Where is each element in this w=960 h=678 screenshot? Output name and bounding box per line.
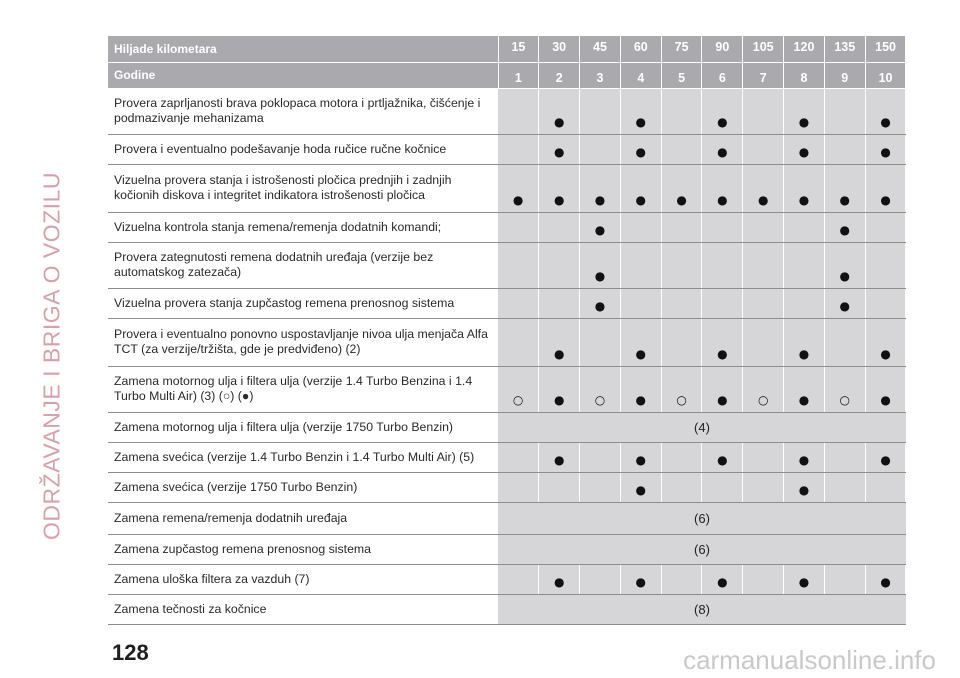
schedule-row [108, 502, 906, 534]
header-year-3: 4 [620, 62, 661, 88]
schedule-cell [824, 472, 865, 502]
schedule-cell [498, 212, 539, 242]
filled-dot-mark: ● [824, 164, 865, 212]
schedule-cell [580, 134, 621, 164]
schedule-row-label: Vizuelna provera stanja zupčastog remena prenosnog sistema [108, 288, 498, 318]
schedule-cell [580, 472, 621, 502]
schedule-cell [580, 442, 621, 472]
header-km-label: Hiljade kilometara [108, 36, 498, 62]
filled-dot-mark: ● [702, 134, 743, 164]
filled-dot-mark: ● [620, 472, 661, 502]
schedule-row-label: Vizuelna provera stanja i istrošenosti pločica prednjih i zadnjih kočionih diskova i integritet indikatora istrošenosti pločica [108, 164, 498, 212]
schedule-row-label: Provera i eventualno ponovno uspostavljanje nivoa ulja menjača Alfa TCT (za verzije/tržišta, gde je predviđeno) (2) [108, 318, 498, 366]
filled-dot-mark: ● [702, 366, 743, 412]
schedule-row [108, 564, 906, 594]
filled-dot-mark: ● [498, 164, 539, 212]
maintenance-schedule-table [108, 36, 906, 625]
schedule-cell [539, 472, 580, 502]
schedule-row [108, 366, 906, 412]
filled-dot-mark: ● [865, 164, 906, 212]
schedule-cell [702, 242, 743, 288]
header-years-label: Godine [108, 62, 498, 88]
filled-dot-mark: ● [702, 442, 743, 472]
filled-dot-mark: ● [784, 318, 825, 366]
header-km-4: 75 [661, 36, 702, 62]
schedule-cell [498, 88, 539, 134]
schedule-row-note: (8) [498, 594, 906, 624]
schedule-cell [743, 472, 784, 502]
schedule-cell [743, 288, 784, 318]
schedule-cell [865, 212, 906, 242]
schedule-cell [784, 242, 825, 288]
filled-dot-mark: ● [620, 564, 661, 594]
header-km-1: 30 [539, 36, 580, 62]
filled-dot-mark: ● [702, 164, 743, 212]
filled-dot-mark: ● [865, 134, 906, 164]
schedule-cell [661, 288, 702, 318]
empty-dot-mark: ○ [743, 366, 784, 412]
filled-dot-mark: ● [702, 564, 743, 594]
filled-dot-mark: ● [824, 288, 865, 318]
header-year-0: 1 [498, 62, 539, 88]
schedule-cell [580, 318, 621, 366]
filled-dot-mark: ● [865, 318, 906, 366]
schedule-row-label: Zamena zupčastog remena prenosnog sistema [108, 534, 498, 564]
filled-dot-mark: ● [580, 288, 621, 318]
header-km-8: 135 [824, 36, 865, 62]
schedule-cell [661, 88, 702, 134]
filled-dot-mark: ● [580, 242, 621, 288]
schedule-cell [498, 242, 539, 288]
header-year-2: 3 [580, 62, 621, 88]
schedule-row [108, 318, 906, 366]
empty-dot-mark: ○ [661, 366, 702, 412]
filled-dot-mark: ● [784, 472, 825, 502]
header-year-8: 9 [824, 62, 865, 88]
filled-dot-mark: ● [824, 242, 865, 288]
schedule-row [108, 134, 906, 164]
schedule-cell [661, 318, 702, 366]
filled-dot-mark: ● [580, 212, 621, 242]
header-km-5: 90 [702, 36, 743, 62]
filled-dot-mark: ● [865, 442, 906, 472]
header-year-4: 5 [661, 62, 702, 88]
schedule-row [108, 534, 906, 564]
schedule-cell [539, 212, 580, 242]
schedule-row-label: Zamena svećica (verzije 1.4 Turbo Benzin i 1.4 Turbo Multi Air) (5) [108, 442, 498, 472]
schedule-row-label: Provera i eventualno podešavanje hoda ručice ručne kočnice [108, 134, 498, 164]
schedule-row-note: (4) [498, 412, 906, 442]
schedule-cell [824, 88, 865, 134]
schedule-cell [865, 242, 906, 288]
filled-dot-mark: ● [580, 164, 621, 212]
header-year-6: 7 [743, 62, 784, 88]
schedule-cell [620, 212, 661, 242]
filled-dot-mark: ● [865, 88, 906, 134]
header-year-5: 6 [702, 62, 743, 88]
header-km-0: 15 [498, 36, 539, 62]
schedule-cell [743, 212, 784, 242]
filled-dot-mark: ● [702, 318, 743, 366]
filled-dot-mark: ● [539, 442, 580, 472]
schedule-row-label: Zamena tečnosti za kočnice [108, 594, 498, 624]
schedule-row-label: Vizuelna kontrola stanja remena/remenja dodatnih komandi; [108, 212, 498, 242]
schedule-row [108, 242, 906, 288]
schedule-cell [661, 472, 702, 502]
watermark: carmanualsonline.info [683, 645, 936, 675]
schedule-header [108, 36, 906, 88]
schedule-row-label: Zamena svećica (verzije 1750 Turbo Benzin) [108, 472, 498, 502]
schedule-row-label: Zamena motornog ulja i filtera ulja (verzije 1.4 Turbo Benzina i 1.4 Turbo Multi Air) (3) (○) (●) [108, 366, 498, 412]
schedule-row-label: Zamena uloška filtera za vazduh (7) [108, 564, 498, 594]
schedule-cell [784, 288, 825, 318]
empty-dot-mark: ○ [580, 366, 621, 412]
schedule-cell [539, 242, 580, 288]
schedule-cell [824, 564, 865, 594]
filled-dot-mark: ● [620, 164, 661, 212]
filled-dot-mark: ● [620, 88, 661, 134]
schedule-cell [702, 288, 743, 318]
schedule-cell [661, 134, 702, 164]
schedule-row-label: Provera zaprljanosti brava poklopaca motora i prtljažnika, čišćenje i podmazivanje mehanizama [108, 88, 498, 134]
schedule-row-label: Provera zategnutosti remena dodatnih uređaja (verzije bez automatskog zatezača) [108, 242, 498, 288]
filled-dot-mark: ● [784, 366, 825, 412]
schedule-cell [865, 288, 906, 318]
schedule-cell [498, 472, 539, 502]
schedule-row [108, 88, 906, 134]
filled-dot-mark: ● [539, 164, 580, 212]
schedule-cell [702, 472, 743, 502]
header-km-6: 105 [743, 36, 784, 62]
schedule-cell [661, 242, 702, 288]
schedule-cell [498, 134, 539, 164]
schedule-row-label: Zamena remena/remenja dodatnih uređaja [108, 502, 498, 534]
schedule-cell [539, 288, 580, 318]
schedule-cell [743, 318, 784, 366]
header-km-2: 45 [580, 36, 621, 62]
filled-dot-mark: ● [620, 442, 661, 472]
schedule-cell [661, 212, 702, 242]
filled-dot-mark: ● [784, 442, 825, 472]
schedule-row-label: Zamena motornog ulja i filtera ulja (verzije 1750 Turbo Benzin) [108, 412, 498, 442]
filled-dot-mark: ● [702, 88, 743, 134]
filled-dot-mark: ● [620, 366, 661, 412]
header-km-9: 150 [865, 36, 906, 62]
header-year-7: 8 [784, 62, 825, 88]
schedule-row [108, 594, 906, 624]
schedule-cell [743, 564, 784, 594]
filled-dot-mark: ● [620, 318, 661, 366]
schedule-cell [661, 442, 702, 472]
schedule-cell [784, 212, 825, 242]
filled-dot-mark: ● [784, 164, 825, 212]
filled-dot-mark: ● [784, 88, 825, 134]
header-km-row [108, 36, 906, 62]
filled-dot-mark: ● [539, 134, 580, 164]
schedule-cell [743, 88, 784, 134]
schedule-cell [498, 442, 539, 472]
schedule-cell [580, 564, 621, 594]
schedule-cell [824, 442, 865, 472]
header-km-7: 120 [784, 36, 825, 62]
schedule-row [108, 288, 906, 318]
schedule-cell [580, 88, 621, 134]
filled-dot-mark: ● [784, 564, 825, 594]
filled-dot-mark: ● [661, 164, 702, 212]
schedule-row [108, 412, 906, 442]
filled-dot-mark: ● [784, 134, 825, 164]
schedule-row-note: (6) [498, 502, 906, 534]
schedule-row [108, 472, 906, 502]
schedule-body [108, 88, 906, 624]
schedule-cell [865, 472, 906, 502]
filled-dot-mark: ● [824, 212, 865, 242]
schedule-row [108, 212, 906, 242]
header-year-1: 2 [539, 62, 580, 88]
chapter-side-title-text: ODRŽAVANJE I BRIGA O VOZILU [38, 172, 65, 540]
empty-dot-mark: ○ [824, 366, 865, 412]
filled-dot-mark: ● [539, 318, 580, 366]
schedule-cell [661, 564, 702, 594]
schedule-row [108, 442, 906, 472]
schedule-row [108, 164, 906, 212]
schedule-cell [743, 242, 784, 288]
schedule-cell [620, 288, 661, 318]
filled-dot-mark: ● [865, 366, 906, 412]
filled-dot-mark: ● [743, 164, 784, 212]
schedule-row-note: (6) [498, 534, 906, 564]
empty-dot-mark: ○ [498, 366, 539, 412]
filled-dot-mark: ● [865, 564, 906, 594]
schedule-cell [824, 318, 865, 366]
header-years-row [108, 62, 906, 88]
page-number: 128 [112, 640, 149, 665]
schedule-cell [702, 212, 743, 242]
filled-dot-mark: ● [539, 88, 580, 134]
header-year-9: 10 [865, 62, 906, 88]
schedule-cell [824, 134, 865, 164]
schedule-cell [743, 134, 784, 164]
schedule-cell [620, 242, 661, 288]
schedule-cell [498, 288, 539, 318]
filled-dot-mark: ● [539, 366, 580, 412]
filled-dot-mark: ● [620, 134, 661, 164]
header-km-3: 60 [620, 36, 661, 62]
filled-dot-mark: ● [539, 564, 580, 594]
schedule-cell [498, 564, 539, 594]
schedule-cell [498, 318, 539, 366]
schedule-cell [743, 442, 784, 472]
